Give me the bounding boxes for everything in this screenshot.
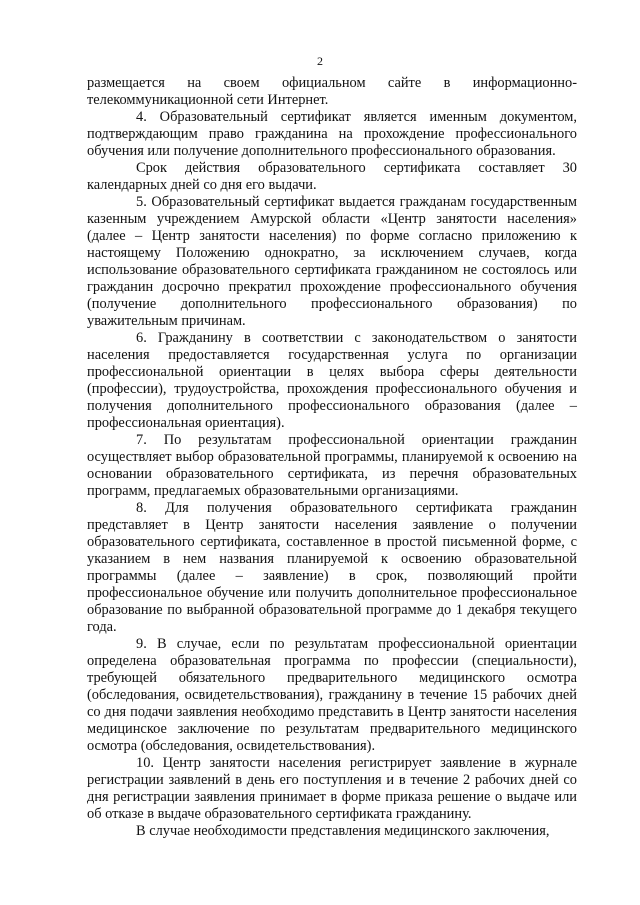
paragraph: 9. В случае, если по результатам профессиональной ориентации определена образовательная программа по профессии (специальности), требующей обязательного предварительного медицинского осмотра (обследования, освидетельствования), гражданину в течение 15 рабочих дней со дня подачи заявления необходимо представить в Центр занятости населения медицинское заключение по результатам предварительного медицинского осмотра (обследования, освидетельствования). — [87, 636, 577, 754]
paragraph: 6. Гражданину в соответствии с законодательством о занятости населения предоставляется государственная услуга по организации профессиональной ориентации в целях выбора сферы деятельности (профессии), трудоустройства, прохождения профессионального обучения и получения дополнительного профессионального образования (далее – профессиональная ориентация). — [87, 330, 577, 431]
body-text — [87, 75, 577, 840]
paragraph: размещается на своем официальном сайте в информационно-телекоммуникационной сети Интернет. — [87, 75, 577, 108]
paragraph: Срок действия образовательного сертификата составляет 30 календарных дней со дня его выдачи. — [87, 160, 577, 193]
paragraph: 7. По результатам профессиональной ориентации гражданин осуществляет выбор образовательной программы, планируемой к освоению на основании образовательного сертификата, из перечня образовательных программ, предлагаемых образовательными организациями. — [87, 432, 577, 499]
paragraph: В случае необходимости представления медицинского заключения, — [136, 823, 550, 839]
paragraph: 8. Для получения образовательного сертификата гражданин представляет в Центр занятости населения заявление о получении образовательного сертификата, составленное в простой письменной форме, с указанием в нем названия планируемой к освоению образовательной программы (далее – заявление) в срок, позволяющий пройти профессиональное обучение или получить дополнительное профессиональное образование по выбранной образовательной программе до 1 декабря текущего года. — [87, 500, 577, 635]
paragraph: 4. Образовательный сертификат является именным документом, подтверждающим право гражданина на прохождение профессионального обучения или получение дополнительного профессионального образования. — [87, 109, 577, 159]
page-number: 2 — [317, 54, 323, 68]
paragraph: 10. Центр занятости населения регистрирует заявление в журнале регистрации заявлений в день его поступления и в течение 2 рабочих дней со дня регистрации заявления принимает в форме приказа решение о выдаче или об отказе в выдаче образовательного сертификата гражданину. — [87, 755, 577, 822]
paragraph: 5. Образовательный сертификат выдается гражданам государственным казенным учреждением Амурской области «Центр занятости населения» (далее – Центр занятости населения) по форме согласно приложению к настоящему Положению однократно, за исключением случаев, когда использование образовательного сертификата гражданином не состоялось или гражданин досрочно прекратил прохождение профессионального обучения (получение дополнительного профессионального образования) по уважительным причинам. — [87, 194, 577, 329]
